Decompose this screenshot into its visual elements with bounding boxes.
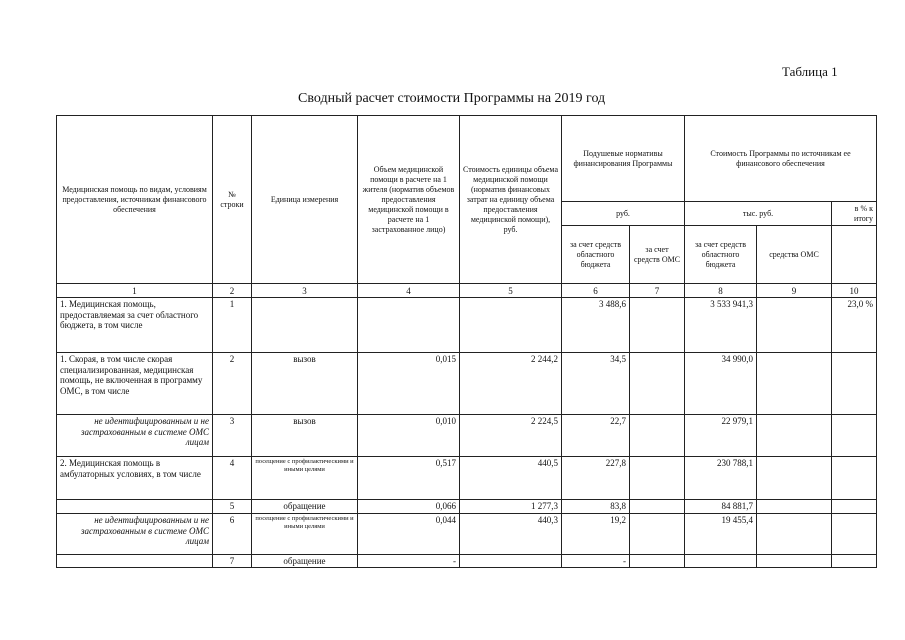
page-title: Сводный расчет стоимости Программы на 2019 год xyxy=(298,91,606,106)
row-pc-budget: 227,8 xyxy=(562,457,630,500)
row-pc-budget: 3 488,6 xyxy=(562,298,630,353)
row-total-budget: 3 533 941,3 xyxy=(685,298,757,353)
row-unit xyxy=(252,298,358,353)
header-tys-rub: тыс. руб. xyxy=(685,202,832,226)
table-row xyxy=(57,457,877,500)
header-col7: за счет средств ОМС xyxy=(630,226,685,284)
row-unit: обращение xyxy=(252,500,358,514)
row-unit: посещение с профилактическими и иными целями xyxy=(252,457,358,500)
row-pc-oms xyxy=(630,298,685,353)
header-row-1 xyxy=(57,116,877,202)
row-percent: 23,0 % xyxy=(832,298,877,353)
row-cost: 440,3 xyxy=(460,514,562,555)
row-pc-budget: - xyxy=(562,555,630,568)
row-pc-budget: 34,5 xyxy=(562,353,630,415)
row-total-budget xyxy=(685,555,757,568)
row-volume: 0,010 xyxy=(358,415,460,457)
row-total-budget: 84 881,7 xyxy=(685,500,757,514)
row-num: 4 xyxy=(213,457,252,500)
row-num: 2 xyxy=(213,353,252,415)
row-pc-budget: 83,8 xyxy=(562,500,630,514)
row-cost: 440,5 xyxy=(460,457,562,500)
row-total-oms xyxy=(757,298,832,353)
table-row xyxy=(57,415,877,457)
row-pc-oms xyxy=(630,500,685,514)
header-col5: Стоимость единицы объема медицинской помощи (норматив финансовых затрат на единицу объема предоставления медицинской помощи), руб. xyxy=(460,116,562,284)
row-name: 1. Медицинская помощь, предоставляемая за счет областного бюджета, в том числе xyxy=(57,298,213,353)
header-col9: средства ОМС xyxy=(757,226,832,284)
row-pc-oms xyxy=(630,415,685,457)
row-volume: - xyxy=(358,555,460,568)
row-name: 1. Скорая, в том числе скорая специализированная, медицинская помощь, не включенная в программу ОМС, в том числе xyxy=(57,353,213,415)
row-total-oms xyxy=(757,555,832,568)
header-col2: № строки xyxy=(213,116,252,284)
header-group1: Подушевые нормативы финансирования Программы xyxy=(562,116,685,202)
row-volume: 0,044 xyxy=(358,514,460,555)
col-number: 5 xyxy=(460,284,562,298)
row-num: 7 xyxy=(213,555,252,568)
row-volume: 0,517 xyxy=(358,457,460,500)
table-row xyxy=(57,353,877,415)
header-rub: руб. xyxy=(562,202,685,226)
row-percent xyxy=(832,457,877,500)
row-unit: вызов xyxy=(252,353,358,415)
row-unit: вызов xyxy=(252,415,358,457)
row-cost xyxy=(460,555,562,568)
row-pc-oms xyxy=(630,514,685,555)
row-total-budget: 22 979,1 xyxy=(685,415,757,457)
col-number: 9 xyxy=(757,284,832,298)
cost-table xyxy=(56,115,877,568)
row-total-budget: 19 455,4 xyxy=(685,514,757,555)
row-total-budget: 230 788,1 xyxy=(685,457,757,500)
col-number: 8 xyxy=(685,284,757,298)
header-col1: Медицинская помощь по видам, условиям предоставления, источникам финансового обеспечения xyxy=(57,116,213,284)
row-name: не идентифицированным и не застрахованным в системе ОМС лицам xyxy=(57,514,213,555)
col-number: 6 xyxy=(562,284,630,298)
header-group2: Стоимость Программы по источникам ее финансового обеспечения xyxy=(685,116,877,202)
col-number: 4 xyxy=(358,284,460,298)
row-pc-budget: 19,2 xyxy=(562,514,630,555)
row-unit: обращение xyxy=(252,555,358,568)
row-cost xyxy=(460,298,562,353)
table-row xyxy=(57,500,877,514)
row-volume: 0,066 xyxy=(358,500,460,514)
row-cost: 2 224,5 xyxy=(460,415,562,457)
row-total-oms xyxy=(757,353,832,415)
row-num: 6 xyxy=(213,514,252,555)
row-volume xyxy=(358,298,460,353)
row-name xyxy=(57,500,213,514)
table-row xyxy=(57,555,877,568)
col-number: 1 xyxy=(57,284,213,298)
row-name: 2. Медицинская помощь в амбулаторных условиях, в том числе xyxy=(57,457,213,500)
row-cost: 1 277,3 xyxy=(460,500,562,514)
row-percent xyxy=(832,500,877,514)
row-num: 3 xyxy=(213,415,252,457)
row-total-oms xyxy=(757,500,832,514)
header-col4: Объем медицинской помощи в расчете на 1 жителя (норматив объемов предоставления медицинской помощи в расчете на 1 застрахованное лицо) xyxy=(358,116,460,284)
row-pc-oms xyxy=(630,353,685,415)
row-percent xyxy=(832,353,877,415)
row-name xyxy=(57,555,213,568)
row-num: 5 xyxy=(213,500,252,514)
row-percent xyxy=(832,514,877,555)
col-number: 3 xyxy=(252,284,358,298)
row-pc-budget: 22,7 xyxy=(562,415,630,457)
row-volume: 0,015 xyxy=(358,353,460,415)
row-percent xyxy=(832,415,877,457)
row-percent xyxy=(832,555,877,568)
header-col10-empty xyxy=(832,226,877,284)
row-total-oms xyxy=(757,514,832,555)
column-number-row xyxy=(57,284,877,298)
row-cost: 2 244,2 xyxy=(460,353,562,415)
row-name: не идентифицированным и не застрахованным в системе ОМС лицам xyxy=(57,415,213,457)
row-total-budget: 34 990,0 xyxy=(685,353,757,415)
row-pc-oms xyxy=(630,555,685,568)
col-number: 7 xyxy=(630,284,685,298)
row-num: 1 xyxy=(213,298,252,353)
header-col3: Единица измерения xyxy=(252,116,358,284)
row-total-oms xyxy=(757,415,832,457)
header-percent: в % к итогу xyxy=(832,202,877,226)
table-row xyxy=(57,514,877,555)
table-label: Таблица 1 xyxy=(782,64,838,79)
row-unit: посещение с профилактическими и иными целями xyxy=(252,514,358,555)
header-col8: за счет средств областного бюджета xyxy=(685,226,757,284)
col-number: 2 xyxy=(213,284,252,298)
table-row xyxy=(57,298,877,353)
col-number: 10 xyxy=(832,284,877,298)
row-total-oms xyxy=(757,457,832,500)
row-pc-oms xyxy=(630,457,685,500)
header-col6: за счет средств областного бюджета xyxy=(562,226,630,284)
